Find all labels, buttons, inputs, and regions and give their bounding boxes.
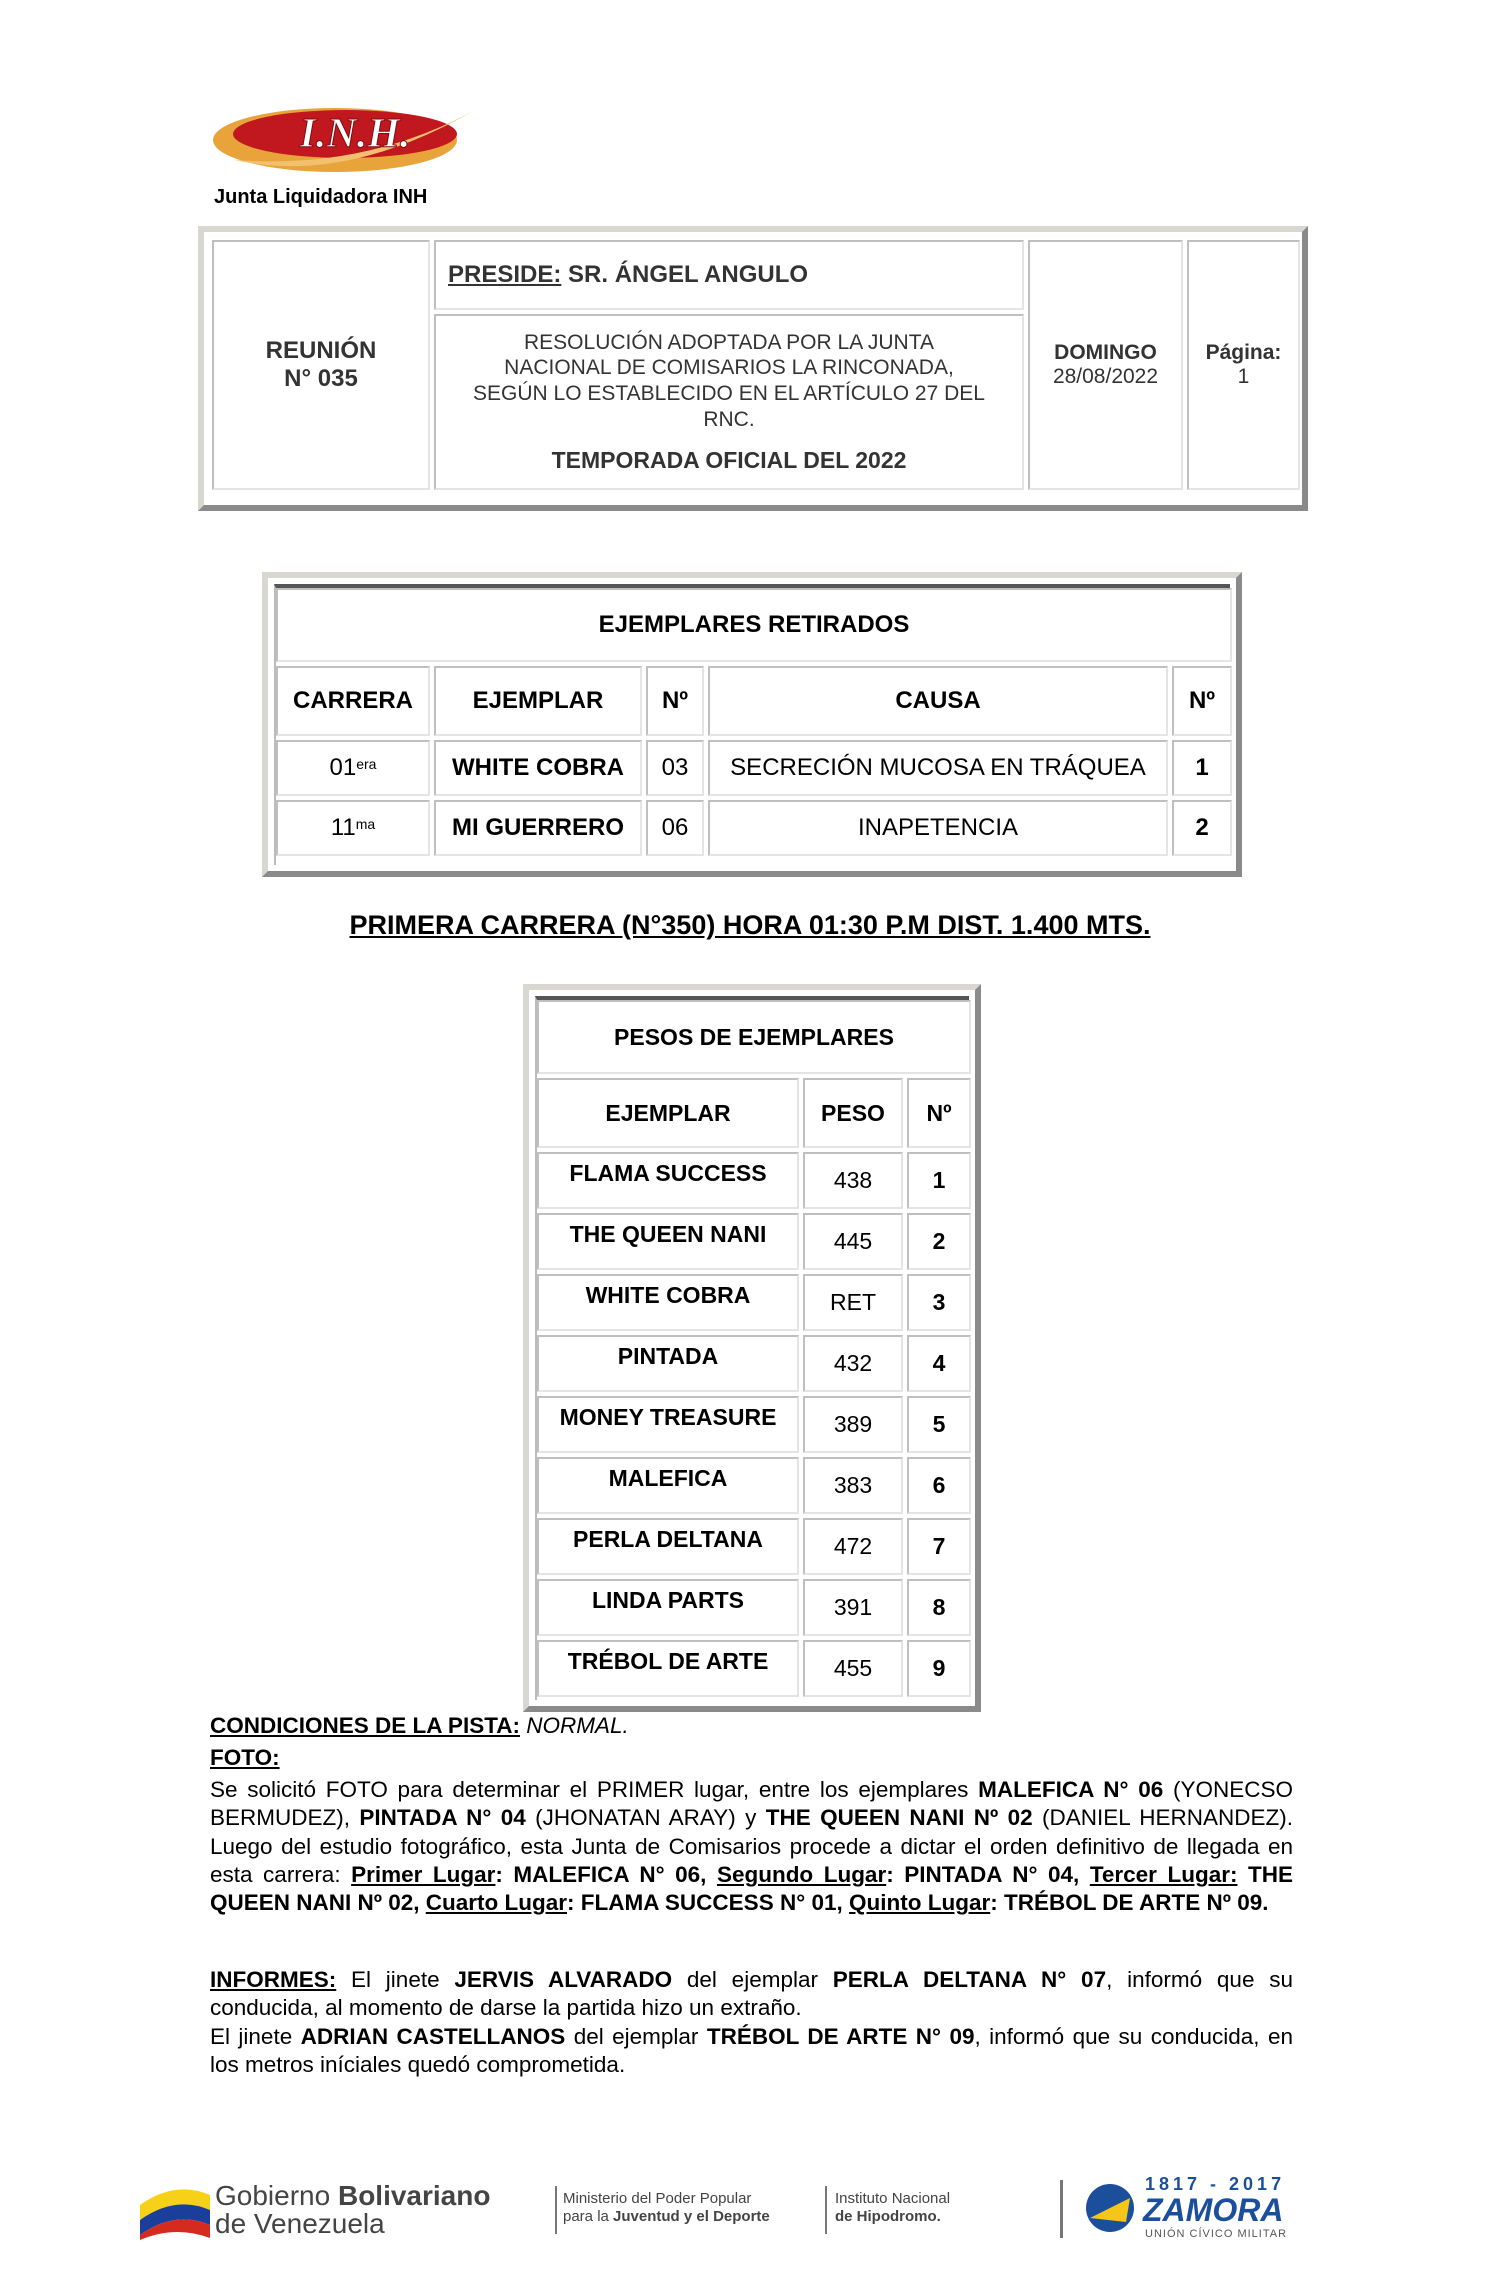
col-header: CAUSA [708, 666, 1168, 736]
weights-cell-horse: MONEY TREASURE [537, 1396, 799, 1453]
header-table [198, 226, 1308, 511]
col-header: Nº [907, 1078, 971, 1148]
weights-table [523, 984, 981, 1712]
conditions-label: CONDICIONES DE LA PISTA: [210, 1713, 521, 1738]
resolution-line: NACIONAL DE COMISARIOS LA RINCONADA, [504, 356, 954, 380]
table-cell: 06 [646, 800, 704, 856]
logo-text: I.N.H. [299, 111, 411, 157]
logo-caption: Junta Liquidadora INH [214, 186, 428, 208]
page-cell [1187, 240, 1300, 490]
conditions-value: NORMAL. [526, 1713, 629, 1738]
table-cell: MI GUERRERO [434, 800, 642, 856]
weights-cell-horse: PINTADA [537, 1335, 799, 1392]
weights-cell-weight: RET [803, 1274, 903, 1331]
weights-cell-weight: 438 [803, 1152, 903, 1209]
weights-cell-num: 8 [907, 1579, 971, 1636]
weights-cell-num: 1 [907, 1152, 971, 1209]
weights-cell-weight: 455 [803, 1640, 903, 1697]
col-header: CARRERA [276, 666, 430, 736]
weights-cell-horse: LINDA PARTS [537, 1579, 799, 1636]
table-cell: 03 [646, 740, 704, 796]
zamora-years: 1817 - 2017 [1145, 2174, 1286, 2194]
track-conditions [210, 1712, 1293, 1740]
date-cell [1028, 240, 1183, 490]
foto-label: FOTO: [210, 1745, 280, 1770]
col-header: Nº [1172, 666, 1232, 736]
resolution-line: RESOLUCIÓN ADOPTADA POR LA JUNTA [524, 330, 934, 354]
weights-cell-horse: FLAMA SUCCESS [537, 1152, 799, 1209]
weights-cell-weight: 383 [803, 1457, 903, 1514]
table-cell: 2 [1172, 800, 1232, 856]
page-number: 1 [1237, 365, 1250, 388]
reunion-number: N° 035 [284, 365, 358, 392]
reunion-label: REUNIÓN [265, 337, 377, 365]
weights-cell-num: 3 [907, 1274, 971, 1331]
preside-label: PRESIDE: [448, 261, 562, 288]
table-cell: 11 $^{ma}$ [276, 800, 430, 856]
col-header: EJEMPLAR [537, 1078, 799, 1148]
table-cell: 1 [1172, 740, 1232, 796]
table-cell: WHITE COBRA [434, 740, 642, 796]
table-cell: INAPETENCIA [708, 800, 1168, 856]
weights-cell-num: 7 [907, 1518, 971, 1575]
weights-cell-horse: WHITE COBRA [537, 1274, 799, 1331]
foto-paragraph: Se solicitó FOTO para determinar el PRIMER lugar, entre los ejemplares MALEFICA N° 06 (YONECSO BERMUDEZ), PINTADA N° 04 (JHONATAN ARAY) y THE QUEEN NANI Nº 02 (DANIEL HERNANDEZ). Luego del estudio fotográfico, esta Junta de Comisarios procede a dictar el orden definitivo de llegada en esta carrera: Primer Lugar: MALEFICA N° 06, Segundo Lugar: PINTADA N° 04, Tercer Lugar: THE QUEEN NANI Nº 02, Cuarto Lugar: FLAMA SUCCESS N° 01, Quinto Lugar: TRÉBOL DE ARTE Nº 09. [210, 1777, 1293, 1916]
zamora-emblem-icon [1080, 2178, 1140, 2238]
table-cell: 01 $^{era}$ [276, 740, 430, 796]
date: 28/08/2022 [1052, 365, 1159, 388]
weights-cell-horse: MALEFICA [537, 1457, 799, 1514]
weights-cell-weight: 445 [803, 1213, 903, 1270]
weights-cell-horse: THE QUEEN NANI [537, 1213, 799, 1270]
ministry-text: Ministerio del Poder Popular para la Juventud y el Deporte [563, 2190, 770, 2225]
weights-title: PESOS DE EJEMPLARES [537, 1000, 971, 1074]
resolution-line: RNC. [703, 407, 755, 431]
inh-logo [205, 90, 485, 190]
season: TEMPORADA OFICIAL DEL 2022 [551, 447, 907, 474]
weights-cell-num: 2 [907, 1213, 971, 1270]
weights-cell-num: 5 [907, 1396, 971, 1453]
weights-cell-weight: 472 [803, 1518, 903, 1575]
informes-paragraph: INFORMES: El jinete JERVIS ALVARADO del ejemplar PERLA DELTANA N° 07, informó que su conducida, al momento de darse la partida hizo un extraño. El jinete ADRIAN CASTELLANOS del ejemplar TRÉBOL DE ARTE N° 09, informó que su conducida, en los metros iníciales quedó comprometida. [210, 1967, 1293, 2078]
retired-table [262, 572, 1242, 877]
retired-title: EJEMPLARES RETIRADOS [276, 588, 1232, 662]
weights-cell-horse: TRÉBOL DE ARTE [537, 1640, 799, 1697]
zamora-title: ZAMORA [1143, 2192, 1284, 2228]
weights-cell-weight: 432 [803, 1335, 903, 1392]
reunion-cell [212, 240, 430, 490]
resolution-cell [434, 314, 1024, 490]
gov-logo-text: Gobierno Bolivariano de Venezuela [215, 2180, 491, 2239]
preside-name: SR. ÁNGEL ANGULO [568, 261, 809, 288]
weights-cell-weight: 391 [803, 1579, 903, 1636]
page-label: Página: [1205, 341, 1282, 364]
col-header: PESO [803, 1078, 903, 1148]
weights-cell-num: 4 [907, 1335, 971, 1392]
weights-cell-horse: PERLA DELTANA [537, 1518, 799, 1575]
weights-cell-num: 6 [907, 1457, 971, 1514]
zamora-union: UNIÓN CÍVICO MILITAR [1145, 2228, 1288, 2240]
col-header: Nº [646, 666, 704, 736]
institute-text: Instituto Nacional de Hipodromo. [835, 2190, 951, 2225]
resolution-line: SEGÚN LO ESTABLECIDO EN EL ARTÍCULO 27 DEL [473, 381, 985, 405]
preside-cell [434, 240, 1024, 310]
footer [135, 2170, 1335, 2250]
table-cell: SECRECIÓN MUCOSA EN TRÁQUEA [708, 740, 1168, 796]
weights-cell-weight: 389 [803, 1396, 903, 1453]
day: DOMINGO [1054, 341, 1157, 364]
weights-cell-num: 9 [907, 1640, 971, 1697]
col-header: EJEMPLAR [434, 666, 642, 736]
race-title: PRIMERA CARRERA (N°350) HORA 01:30 P.M DIST. 1.400 MTS. [349, 910, 1151, 940]
venezuela-flag-icon [135, 2180, 215, 2240]
